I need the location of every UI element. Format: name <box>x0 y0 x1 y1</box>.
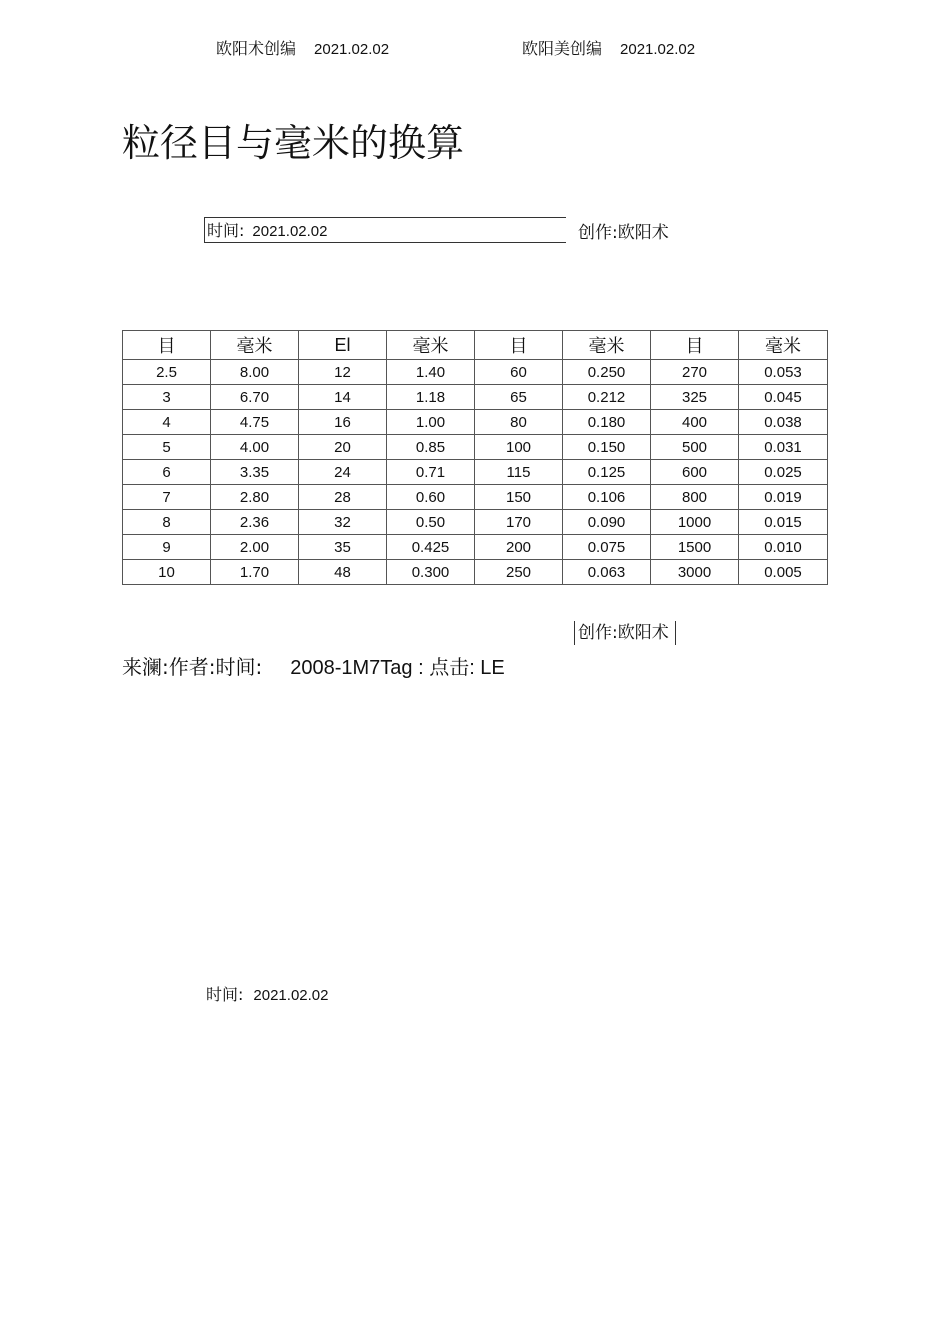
table-cell: 48 <box>299 560 387 585</box>
table-cell: 0.015 <box>739 510 828 535</box>
footer-values: 2008-1M7Tag : 点击: LE <box>290 657 505 679</box>
table-cell: 10 <box>123 560 211 585</box>
table-cell: 0.71 <box>387 460 475 485</box>
bottom-time-label: 时间: <box>206 985 244 1004</box>
header-cell: 目 <box>651 331 739 360</box>
header-right-date: 2021.02.02 <box>620 41 696 58</box>
table-cell: 0.150 <box>563 435 651 460</box>
table-cell: 1.40 <box>387 360 475 385</box>
header-cell: El <box>299 331 387 360</box>
table-cell: 0.85 <box>387 435 475 460</box>
bottom-time <box>206 982 328 1005</box>
table-row <box>123 460 828 485</box>
table-cell: 0.045 <box>739 385 828 410</box>
table-cell: 12 <box>299 360 387 385</box>
table-header-row <box>123 331 828 360</box>
table-cell: 4 <box>123 410 211 435</box>
table-cell: 0.50 <box>387 510 475 535</box>
table-cell: 1500 <box>651 535 739 560</box>
table-row <box>123 560 828 585</box>
table-cell: 60 <box>475 360 563 385</box>
header-left-date: 2021.02.02 <box>314 41 390 58</box>
table-cell: 0.053 <box>739 360 828 385</box>
table-cell: 24 <box>299 460 387 485</box>
table-cell: 0.106 <box>563 485 651 510</box>
time-box <box>204 217 566 243</box>
table-cell: 2.00 <box>211 535 299 560</box>
table-row <box>123 410 828 435</box>
header-right <box>522 36 695 59</box>
table-cell: 0.025 <box>739 460 828 485</box>
footer-labels: 来澜:作者:时间: <box>122 655 263 679</box>
table-cell: 1000 <box>651 510 739 535</box>
header-right-label: 欧阳美创编 <box>522 39 603 58</box>
header-cell: 毫米 <box>211 331 299 360</box>
header-cell: 毫米 <box>563 331 651 360</box>
table-cell: 400 <box>651 410 739 435</box>
table-cell: 6.70 <box>211 385 299 410</box>
table-cell: 14 <box>299 385 387 410</box>
bottom-time-value: 2021.02.02 <box>253 987 329 1004</box>
table-cell: 0.075 <box>563 535 651 560</box>
table-cell: 250 <box>475 560 563 585</box>
table-cell: 115 <box>475 460 563 485</box>
table-cell: 2.5 <box>123 360 211 385</box>
table-cell: 32 <box>299 510 387 535</box>
table-row <box>123 510 828 535</box>
table-cell: 4.75 <box>211 410 299 435</box>
table-cell: 170 <box>475 510 563 535</box>
table-row <box>123 535 828 560</box>
table-cell: 0.010 <box>739 535 828 560</box>
header-cell: 目 <box>475 331 563 360</box>
table-cell: 0.063 <box>563 560 651 585</box>
header-cell: 目 <box>123 331 211 360</box>
creator-note: 创作:欧阳术 <box>574 621 676 645</box>
table-row <box>123 435 828 460</box>
table-cell: 8.00 <box>211 360 299 385</box>
table-cell: 0.425 <box>387 535 475 560</box>
table-cell: 20 <box>299 435 387 460</box>
header-cell: 毫米 <box>739 331 828 360</box>
header-cell: 毫米 <box>387 331 475 360</box>
table-cell: 500 <box>651 435 739 460</box>
table-cell: 600 <box>651 460 739 485</box>
table-cell: 0.038 <box>739 410 828 435</box>
table-cell: 0.250 <box>563 360 651 385</box>
table-cell: 80 <box>475 410 563 435</box>
table-cell: 2.80 <box>211 485 299 510</box>
table-cell: 0.60 <box>387 485 475 510</box>
table-cell: 5 <box>123 435 211 460</box>
table-row <box>123 385 828 410</box>
table-cell: 7 <box>123 485 211 510</box>
table-cell: 150 <box>475 485 563 510</box>
table-cell: 0.300 <box>387 560 475 585</box>
footer-line <box>122 651 505 680</box>
table-cell: 1.00 <box>387 410 475 435</box>
creator-label: 创作:欧阳术 <box>578 223 669 243</box>
table-row <box>123 485 828 510</box>
page-title: 粒径目与毫米的换算 <box>122 121 465 165</box>
table-cell: 9 <box>123 535 211 560</box>
table-cell: 3000 <box>651 560 739 585</box>
table-cell: 800 <box>651 485 739 510</box>
table-cell: 0.090 <box>563 510 651 535</box>
table-cell: 28 <box>299 485 387 510</box>
table-cell: 325 <box>651 385 739 410</box>
table-cell: 0.005 <box>739 560 828 585</box>
table-cell: 8 <box>123 510 211 535</box>
time-value: 2021.02.02 <box>252 223 328 240</box>
table-cell: 4.00 <box>211 435 299 460</box>
table-cell: 270 <box>651 360 739 385</box>
table-cell: 35 <box>299 535 387 560</box>
table-cell: 100 <box>475 435 563 460</box>
table-cell: 200 <box>475 535 563 560</box>
table-cell: 3.35 <box>211 460 299 485</box>
table-row <box>123 360 828 385</box>
header-left <box>216 36 389 59</box>
table-cell: 2.36 <box>211 510 299 535</box>
conversion-table <box>122 330 828 585</box>
table-cell: 1.70 <box>211 560 299 585</box>
table-cell: 0.125 <box>563 460 651 485</box>
table-cell: 1.18 <box>387 385 475 410</box>
time-label: 时间: <box>207 221 245 240</box>
table-cell: 16 <box>299 410 387 435</box>
table-cell: 0.019 <box>739 485 828 510</box>
table-cell: 65 <box>475 385 563 410</box>
table-cell: 0.031 <box>739 435 828 460</box>
table-cell: 3 <box>123 385 211 410</box>
header-left-label: 欧阳术创编 <box>216 39 297 58</box>
table-cell: 0.212 <box>563 385 651 410</box>
table-cell: 6 <box>123 460 211 485</box>
table-cell: 0.180 <box>563 410 651 435</box>
